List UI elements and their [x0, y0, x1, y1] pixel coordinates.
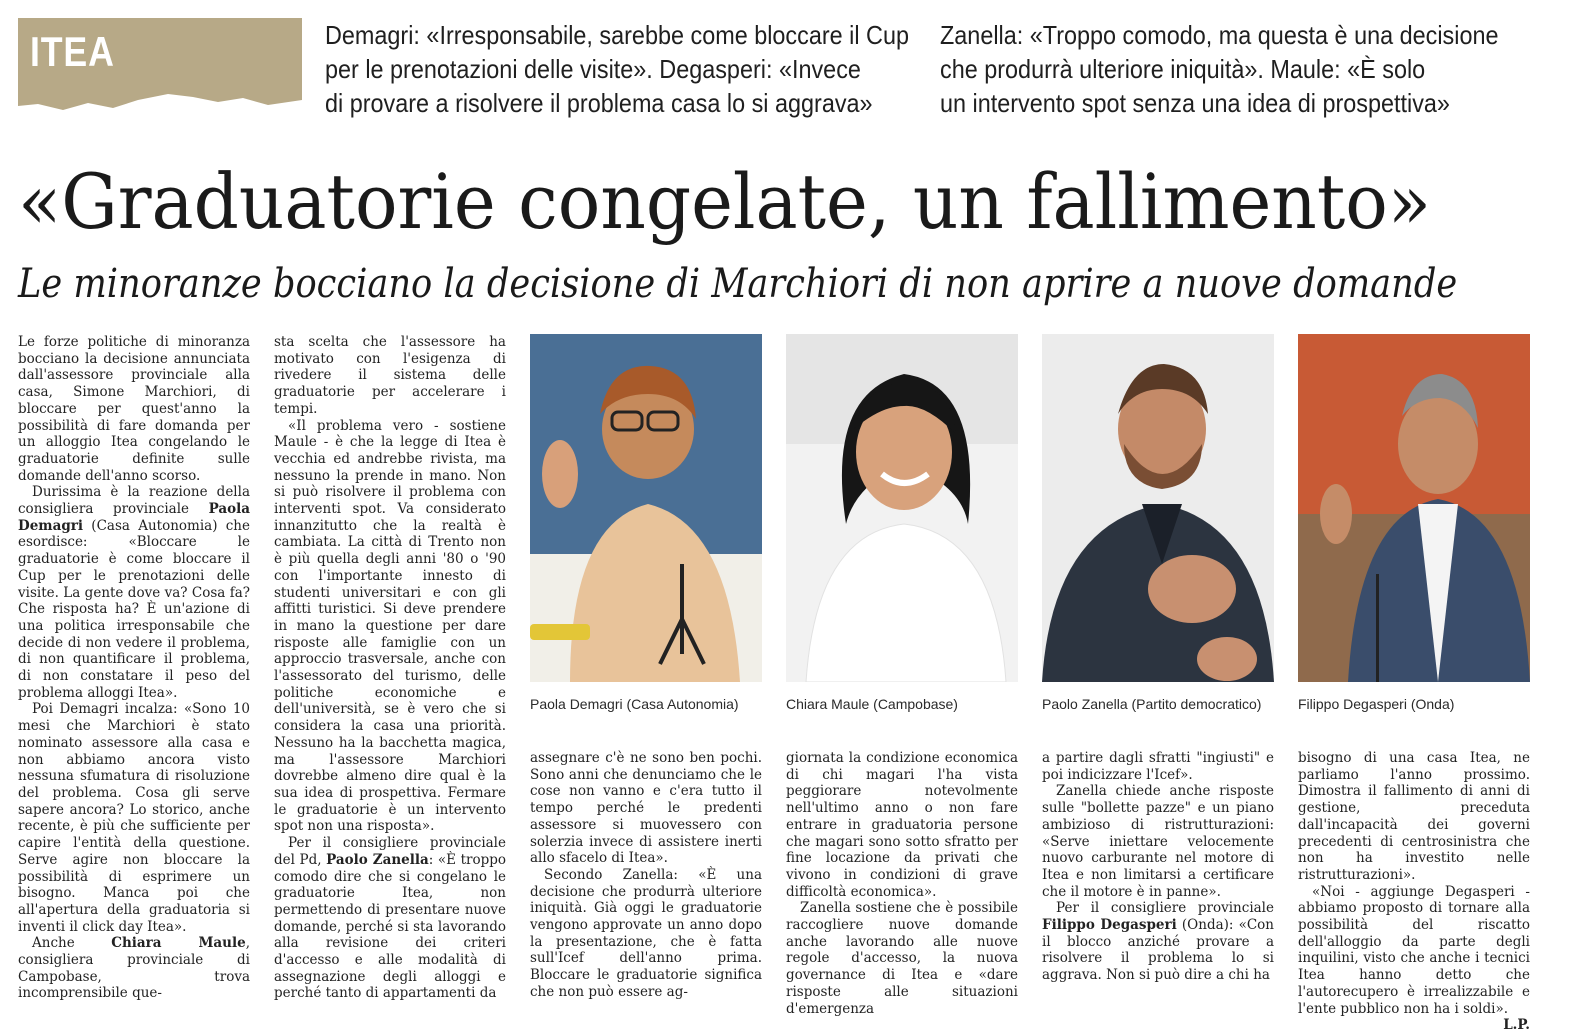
photo-caption: Paolo Zanella (Partito democratico)	[1042, 696, 1262, 712]
paragraph: bisogno di una casa Itea, ne parliamo l'anno prossimo. Dimostra il fallimento di anni di gestione, preceduta dall'incapacità dei governi precedenti di centrosinistra che non ha investito nelle ristrutturazioni».	[1298, 750, 1530, 883]
kicker-line: che produrrà ulteriore iniquità». Maule: «È solo	[940, 54, 1426, 84]
photo-demagri	[530, 334, 762, 682]
article-column-1	[18, 334, 250, 1014]
paragraph: sta scelta che l'assessore ha motivato con l'esigenza di rivedere il sistema delle graduatorie per accelerare i tempi.	[274, 334, 506, 417]
paragraph: Anche Chiara Maule, consigliera provinciale di Campobase, trova incomprensibile que-	[18, 935, 250, 1002]
paragraph: Per il consigliere provinciale del Pd, Paolo Zanella: «È troppo comodo dire che si congelano le graduatorie Itea, non permettendo di presentare nuove domande, perché si sta lavorando alla revisione dei criteri d'accesso e alle modalità di assegnazione degli alloggi e perché tanto di appartamenti da	[274, 835, 506, 1002]
article-column-2	[274, 334, 506, 1002]
paragraph: Secondo Zanella: «È una decisione che produrrà ulteriore iniquità. Già oggi le graduatorie vengono approvate un anno dopo la presentazione, che è fatta sull'Icef dell'anno prima. Bloccare le graduatorie significa che non può essere ag-	[530, 866, 762, 1000]
paragraph: a partire dagli sfratti "ingiusti" e poi indicizzare l'Icef».	[1042, 750, 1274, 783]
torn-edge-graphic	[18, 88, 302, 118]
kicker-line: un intervento spot senza una idea di prospettiva»	[940, 88, 1450, 118]
paragraph: Zanella sostiene che è possibile raccogliere nuove domande anche lavorando alle nuove regole d'accesso, la nuova governance di Itea e «dare risposte alle situazioni d'emergenza	[786, 900, 1018, 1017]
photo-degasperi	[1298, 334, 1530, 682]
paragraph: Le forze politiche di minoranza bocciano la decisione annunciata dall'assessore provinciale alla casa, Simone Marchiori, di bloccare per quest'anno la possibilità di fare domanda per un alloggio Itea congelando le graduatorie definite sulle domande dell'anno scorso.	[18, 334, 250, 484]
kicker-left	[325, 18, 909, 120]
section-tag	[18, 18, 302, 118]
photo-zanella	[1042, 334, 1274, 682]
author-signature: L.P.	[1503, 1017, 1530, 1034]
kicker-line: Zanella: «Troppo comodo, ma questa è una decisione	[940, 20, 1499, 50]
paragraph: «Noi - aggiunge Degasperi - abbiamo proposto di tornare alla possibilità del riscatto dell'alloggio da parte degli inquilini, visto che anche i tecnici Itea hanno detto che l'autorecupero è irrealizzabile e l'ente pubblico non ha i soldi». L.P.	[1298, 883, 1530, 1034]
kicker-right	[940, 18, 1498, 120]
article-column-5	[1042, 750, 1274, 1010]
kicker-line: Demagri: «Irresponsabile, sarebbe come bloccare il Cup	[325, 20, 909, 50]
person-name: Filippo Degasperi	[1042, 917, 1177, 934]
person-name: Paola Demagri	[18, 501, 250, 534]
paragraph: giornata la condizione economica di chi magari l'ha vista peggiorare notevolmente nell'ultimo anno o non fare entrare in graduatoria persone che magari sono sotto sfratto per fine locazione da privati che vivono in condizioni di grave difficoltà economica».	[786, 750, 1018, 900]
article-column-6	[1298, 750, 1530, 1034]
photo-caption: Paola Demagri (Casa Autonomia)	[530, 696, 739, 712]
person-name: Paolo Zanella	[326, 851, 429, 868]
kicker-line: di provare a risolvere il problema casa lo si aggrava»	[325, 88, 873, 118]
subheadline: Le minoranze bocciano la decisione di Marchiori di non aprire a nuove domande	[18, 261, 1458, 307]
paragraph: Per il consigliere provinciale Filippo Degasperi (Onda): «Con il blocco anziché provare a risolvere il problema lo si aggrava. Non si può dire a chi ha	[1042, 900, 1275, 984]
photo-maule	[786, 334, 1018, 682]
paragraph: Zanella chiede anche risposte sulle "bollette pazze" e un piano ambizioso di ristrutturazioni: «Serve iniettare velocemente nuovo carburante nel motore di Itea e non limitarsi a certificare che il motore è in panne».	[1042, 783, 1274, 900]
photo-caption: Chiara Maule (Campobase)	[786, 696, 958, 712]
person-name: Chiara Maule	[111, 935, 246, 952]
photo-caption: Filippo Degasperi (Onda)	[1298, 696, 1455, 712]
kicker-line: per le prenotazioni delle visite». Degasperi: «Invece	[325, 54, 861, 84]
section-label: ITEA	[30, 28, 115, 75]
headline: «Graduatorie congelate, un fallimento»	[18, 157, 1432, 246]
article-column-3	[530, 750, 762, 1010]
paragraph: Durissima è la reazione della consigliera provinciale Paola Demagri (Casa Autonomia) che esordisce: «Bloccare le graduatorie è come bloccare il Cup per le prenotazioni delle visite. La gente dove va? Cosa fa? Che risposta ha? È un'azione di una politica irresponsabile che decide di non vedere il problema, di non quantificare il problema, di non constatare il peso del problema alloggi Itea».	[18, 484, 250, 701]
paragraph: assegnare c'è ne sono ben pochi. Sono anni che denunciamo che le cose non vanno e c'era tutto il tempo perché le predenti assessore si muovessero con solerzia invece di assistere inerti allo sfacelo di Itea».	[530, 750, 762, 867]
article-column-4	[786, 750, 1018, 1017]
paragraph: Poi Demagri incalza: «Sono 10 mesi che Marchiori è stato nominato assessore alla casa e non abbiamo ancora visto nessuna sfumatura di risoluzione del problema. Cosa gli serve sapere ancora? Lo storico, anche recente, è più che sufficiente per capire l'entità della questione. Serve agire non bloccare la possibilità di esprimere un bisogno. Manca poi che all'apertura della graduatoria si inventi il click day Itea».	[18, 701, 250, 935]
paragraph: «Il problema vero - sostiene Maule - è che la legge di Itea è vecchia ed andrebbe rivista, ma nessuno la prende in mano. Non si può risolvere il problema con interventi spot. Va considerato innanzitutto che la realtà è cambiata. La città di Trento non è più quella degli anni '80 o '90 con l'importante innesto di studenti universitari e con gli affitti turistici. Si deve prendere in mano la questione per dare risposte alle famiglie con un approccio trasversale, anche con l'assessorato del turismo, delle politiche economiche e dell'università, se è vero che si considera la casa una priorità. Nessuno ha la bacchetta magica, ma l'assessore Marchiori dovrebbe almeno dire qual è la sua idea di prospettiva. Fermare le graduatorie è un intervento spot non una risposta».	[274, 417, 506, 835]
